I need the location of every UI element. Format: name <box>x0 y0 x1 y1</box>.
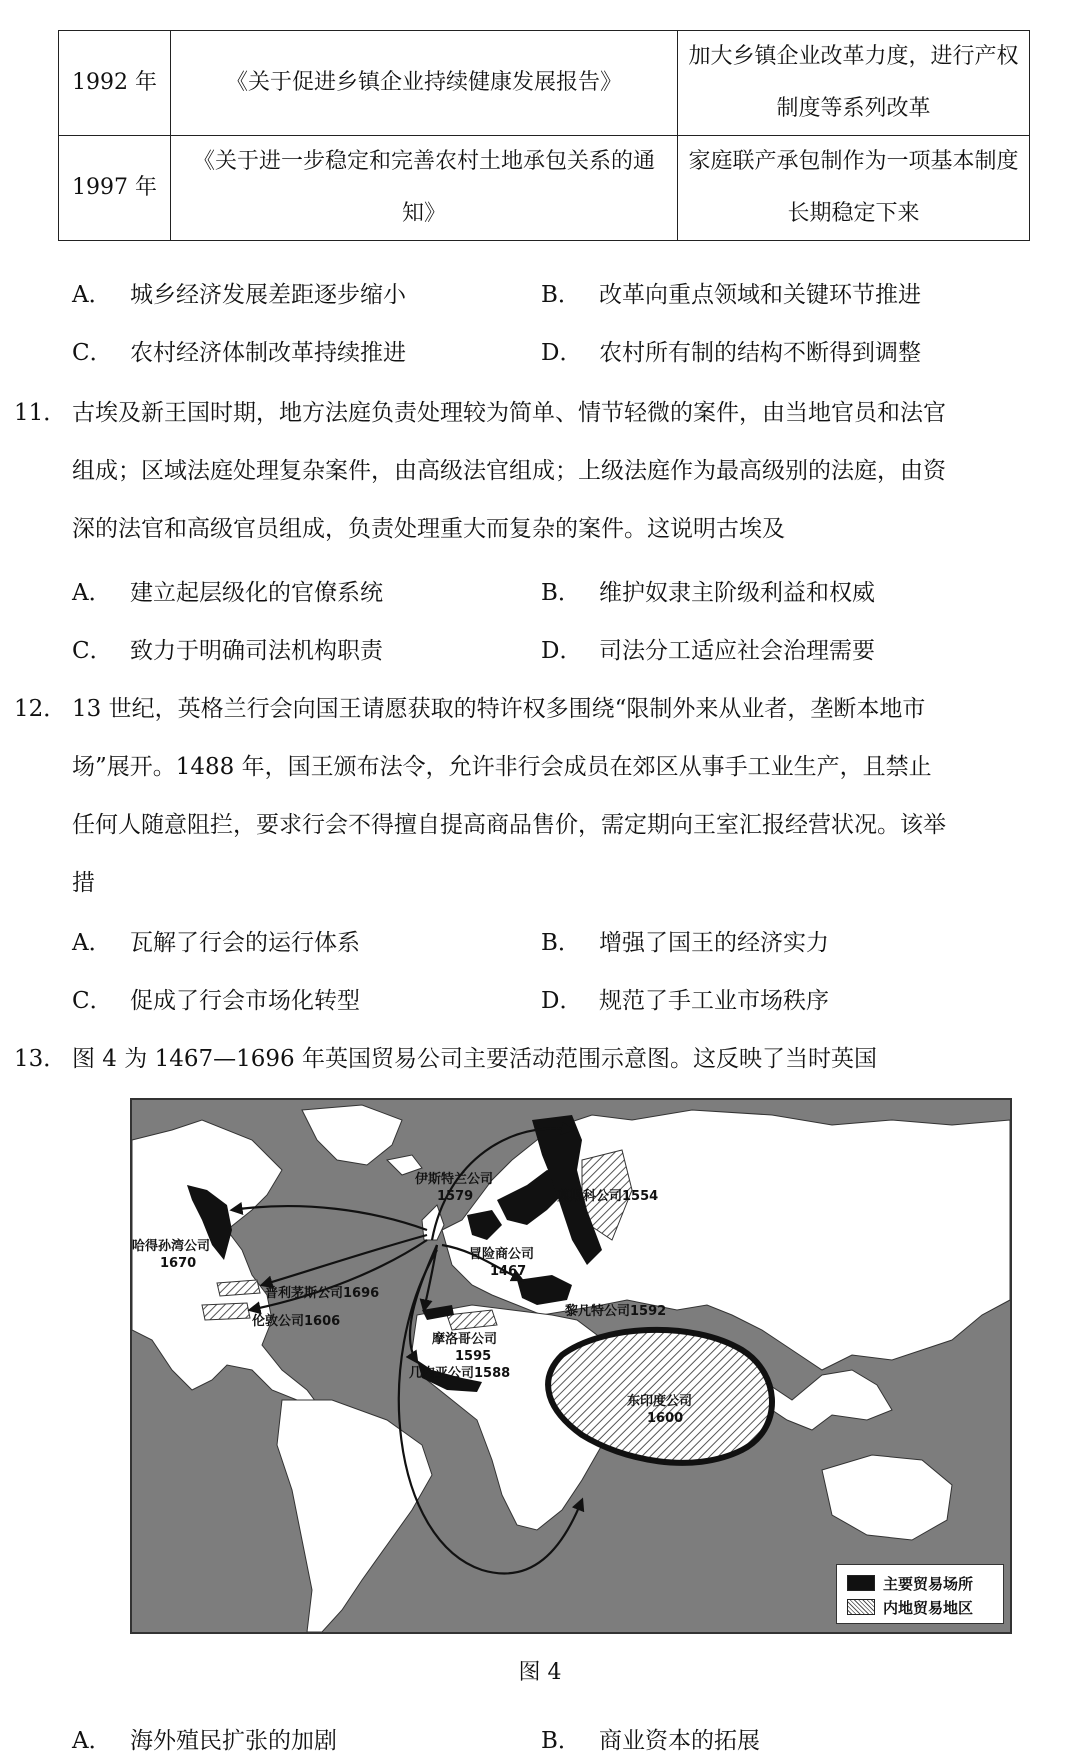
label-guinea: 几内亚公司1588 <box>409 1366 511 1381</box>
label-muscovy: 莫斯科公司1554 <box>557 1189 659 1204</box>
q11-option-d[interactable]: D． 司法分工适应社会治理需要 <box>541 638 875 664</box>
q11-stem-line: 组成；区域法庭处理复杂案件，由高级法官组成；上级法庭作为最高级别的法庭，由资 <box>72 458 946 484</box>
table-row <box>59 31 1030 136</box>
map-graphic <box>132 1100 1010 1632</box>
q12-option-c[interactable]: C． 促成了行会市场化转型 <box>72 988 360 1014</box>
hatch-swatch-icon <box>847 1599 875 1615</box>
q10-option-a[interactable]: A． 城乡经济发展差距逐步缩小 <box>72 282 406 308</box>
q12-stem-line: 场”展开。1488 年，国王颁布法令，允许非行会成员在郊区从事手工业生产，且禁止 <box>72 754 932 780</box>
label-levant: 黎凡特公司1592 <box>565 1304 667 1319</box>
label-eastland-year: 1579 <box>437 1189 474 1204</box>
label-eastland: 伊斯特兰公司 <box>415 1172 494 1187</box>
q12-option-d[interactable]: D． 规范了手工业市场秩序 <box>541 988 829 1014</box>
q11-option-b[interactable]: B． 维护奴隶主阶级利益和权威 <box>541 580 875 606</box>
greenland-landmass <box>302 1105 402 1165</box>
legend-main-trade: 主要贸易场所 <box>847 1573 973 1593</box>
label-plymouth: 普利茅斯公司1696 <box>265 1286 380 1301</box>
q13-option-a[interactable]: A． 海外殖民扩张的加剧 <box>72 1728 337 1754</box>
q12-option-a[interactable]: A． 瓦解了行会的运行体系 <box>72 930 360 956</box>
trade-company-map <box>130 1098 1012 1634</box>
q12-option-b[interactable]: B． 增强了国王的经济实力 <box>541 930 829 956</box>
label-east-india: 东印度公司 <box>627 1394 693 1409</box>
content-cell: 家庭联产承包制作为一项基本制度长期稳定下来 <box>678 136 1030 241</box>
plymouth-area <box>217 1280 260 1296</box>
map-legend <box>836 1564 1004 1624</box>
black-swatch-icon <box>847 1575 875 1591</box>
london-company-area <box>202 1303 250 1320</box>
q11-number: 11． <box>14 400 67 426</box>
policy-table <box>58 30 1030 241</box>
q13-option-b[interactable]: B． 商业资本的拓展 <box>541 1728 760 1754</box>
q12-stem-line: 任何人随意阻拦，要求行会不得擅自提高商品售价，需定期向王室汇报经营状况。该举 <box>72 812 946 838</box>
q13-number: 13． <box>14 1046 67 1072</box>
label-london: 伦敦公司1606 <box>252 1314 341 1329</box>
year-cell: 1992 年 <box>59 31 171 136</box>
label-hudson: 哈得孙湾公司 <box>132 1239 211 1254</box>
australia-landmass <box>822 1455 952 1540</box>
q10-option-b[interactable]: B． 改革向重点领域和关键环节推进 <box>541 282 921 308</box>
table-row <box>59 136 1030 241</box>
q10-option-c[interactable]: C． 农村经济体制改革持续推进 <box>72 340 406 366</box>
q11-option-a[interactable]: A． 建立起层级化的官僚系统 <box>72 580 383 606</box>
label-morocco: 摩洛哥公司 <box>432 1332 498 1347</box>
label-east-india-year: 1600 <box>647 1411 684 1426</box>
q12-number: 12． <box>14 696 67 722</box>
q13-stem: 图 4 为 1467—1696 年英国贸易公司主要活动范围示意图。这反映了当时英国 <box>72 1046 877 1072</box>
document-cell: 《关于进一步稳定和完善农村土地承包关系的通知》 <box>171 136 678 241</box>
document-cell: 《关于促进乡镇企业持续健康发展报告》 <box>171 31 678 136</box>
q11-stem-line: 深的法官和高级官员组成，负责处理重大而复杂的案件。这说明古埃及 <box>72 516 785 542</box>
year-cell: 1997 年 <box>59 136 171 241</box>
q10-option-d[interactable]: D． 农村所有制的结构不断得到调整 <box>541 340 921 366</box>
label-hudson-year: 1670 <box>160 1256 197 1271</box>
q11-stem-line: 古埃及新王国时期，地方法庭负责处理较为简单、情节轻微的案件，由当地官员和法官 <box>72 400 946 426</box>
figure-caption: 图 4 <box>518 1660 562 1685</box>
content-cell: 加大乡镇企业改革力度，进行产权制度等系列改革 <box>678 31 1030 136</box>
label-adventurers-year: 1467 <box>490 1264 527 1279</box>
legend-inland-trade: 内地贸易地区 <box>847 1597 973 1617</box>
q11-option-c[interactable]: C． 致力于明确司法机构职责 <box>72 638 383 664</box>
q12-stem-line: 措 <box>72 870 95 896</box>
q12-stem-line: 13 世纪，英格兰行会向国王请愿获取的特许权多围绕“限制外来从业者，垄断本地市 <box>72 696 926 722</box>
label-adventurers: 冒险商公司 <box>469 1247 535 1262</box>
label-morocco-year: 1595 <box>455 1349 492 1364</box>
south-america-landmass <box>277 1400 432 1632</box>
